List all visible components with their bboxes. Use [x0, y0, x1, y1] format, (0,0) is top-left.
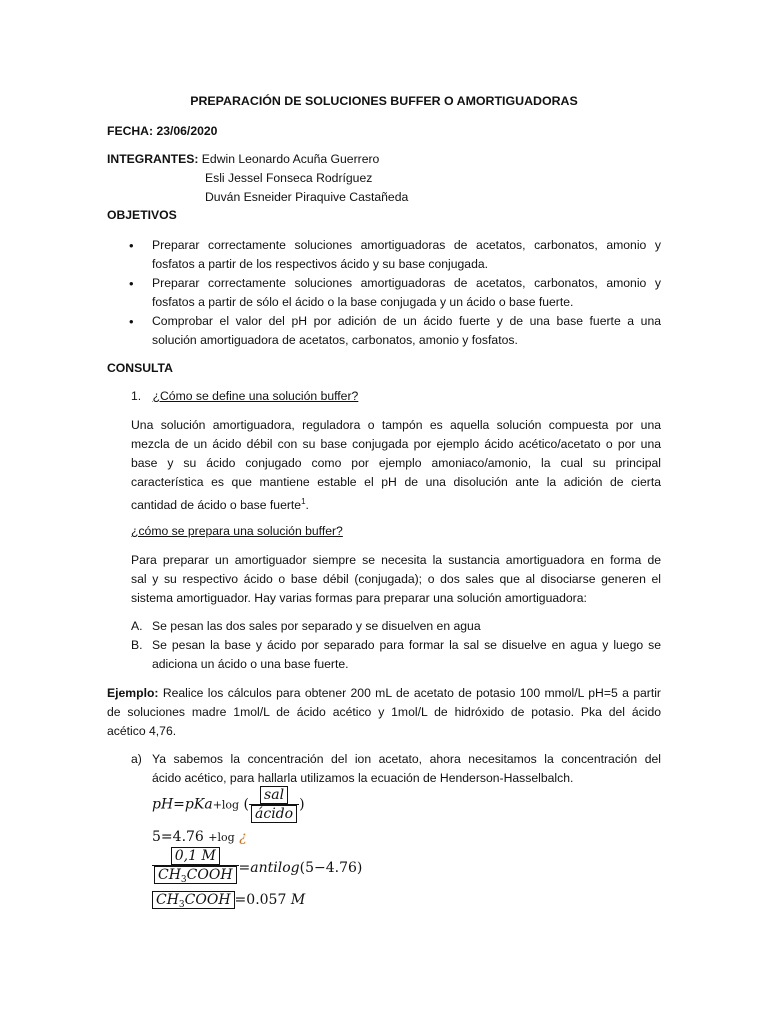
bullet-icon: •: [129, 276, 134, 291]
objective-item: Preparar correctamente soluciones amortiguadoras de acetatos, carbonatos, amonio y fosfatos a partir de los respectivos ácido y su base conjugada.: [152, 238, 661, 271]
equation-antilog: $\frac{0,1 M}{CH_3COOH}$ =antilog(5−4.76): [152, 847, 362, 889]
list-item: Se pesan la base y ácido por separado para formar la sal se disuelve en agua y luego se adiciona un ácido o una base fuerte.: [152, 638, 661, 671]
objectives-heading: OBJETIVOS: [107, 208, 177, 222]
step-a-text: Ya sabemos la concentración del ion acetato, ahora necesitamos la concentración del ácido acético, para hallarla utilizamos la ecuación de Henderson-Hasselbalch.: [152, 752, 661, 785]
fraction: $\frac{0,1 M}{CH_3COOH}$: [152, 847, 239, 889]
members-row: [107, 150, 379, 169]
example-paragraph: Ejemplo: Realice los cálculos para obtener 200 mL de acetato de potasio 100 mmol/L pH=5 a partir de soluciones madre 1mol/L de ácido acético y 1mol/L de hidróxido de potasio. Pka del ácido acético 4,76.: [107, 686, 661, 738]
objective-item: Preparar correctamente soluciones amortiguadoras de acetatos, carbonatos, amonio y fosfatos a partir de sólo el ácido o la base conjugada y un ácido o base fuerte.: [152, 276, 661, 309]
question-2: ¿cómo se prepara una solución buffer?: [131, 524, 343, 538]
date-value: 23/06/2020: [156, 124, 218, 138]
equation-henderson: pH=pKa+log ( $\frac{\text{sal}}{\text{ácido}}$ ): [152, 787, 305, 822]
members-label: INTEGRANTES:: [107, 152, 199, 166]
member-name: Edwin Leonardo Acuña Guerrero: [201, 152, 380, 166]
bullet-icon: •: [129, 314, 134, 329]
example-label: Ejemplo:: [107, 686, 159, 700]
question-text: ¿Cómo se define una solución buffer?: [152, 389, 359, 403]
fraction: $\frac{\text{sal}}{\text{ácido}}$: [249, 786, 299, 823]
list-letter: A.: [131, 619, 143, 633]
list-letter: B.: [131, 638, 143, 652]
paragraph-definition: Una solución amortiguadora, reguladora o tampón es aquella solución compuesta por una mezcla de un ácido débil con su base conjugada por ejemplo ácido acético/acetato o por una base y su ácido conjugado como por ejemplo amoniaco/amonio, la cual su principal característica es que mantiene estable el pH de una disolución ante la adición de cierta cantidad de ácido o base fuerte$^1$.: [131, 418, 661, 512]
list-item: Se pesan las dos sales por separado y se disuelven en agua: [152, 619, 481, 633]
objective-item: Comprobar el valor del pH por adición de un ácido fuerte y de una base fuerte a una solución amortiguadora de acetatos, carbonatos, amonio y fosfatos.: [152, 314, 661, 347]
step-letter: a): [131, 752, 142, 766]
question-number: 1.: [131, 389, 142, 403]
date-row: [107, 122, 217, 141]
member-name: Esli Jessel Fonseca Rodríguez: [205, 171, 373, 185]
footnote-marker: 1: [301, 497, 306, 506]
equation-result: $CH_3COOH =0.057$ M: [152, 891, 305, 915]
bullet-icon: •: [129, 238, 134, 253]
paragraph-preparation: Para preparar un amortiguador siempre se necesita la sustancia amortiguadora en forma de sal y su respectivo ácido o base débil (conjugada); o dos sales que al disociarse generen el sistema amortiguador. Hay varias formas para preparar una solución amortiguadora:: [131, 553, 661, 605]
question-1: [131, 387, 358, 406]
document-title: PREPARACIÓN DE SOLUCIONES BUFFER O AMORTIGUADORAS: [190, 94, 578, 108]
consulta-heading: CONSULTA: [107, 361, 173, 375]
date-label: FECHA:: [107, 124, 154, 138]
equation-substitution: 5=4.76 +log ¿: [152, 829, 247, 845]
placeholder-glyph: ¿: [239, 829, 247, 845]
member-name: Duván Esneider Piraquive Castañeda: [205, 190, 409, 204]
